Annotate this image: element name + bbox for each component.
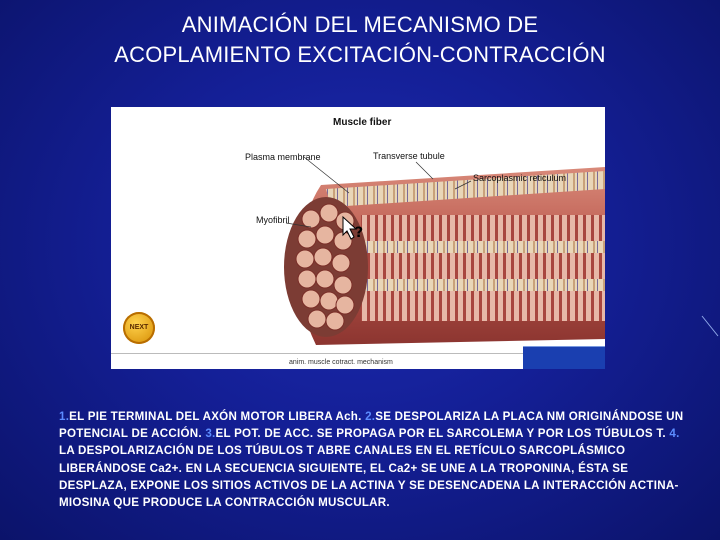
description-paragraph — [59, 408, 689, 511]
player-controls-corner[interactable] — [523, 346, 605, 369]
step-text-2: SE DESPOLARIZA LA PLACA NM ORIGINÁNDOSE UN POTENCIAL DE ACCIÓN. — [59, 410, 684, 441]
step-text-1: EL PIE TERMINAL DEL AXÓN MOTOR LIBERA Ach. — [69, 410, 366, 423]
transverse-tubule-label: Transverse tubule — [373, 151, 445, 161]
slide-title-line-2: ACOPLAMIENTO EXCITACIÓN-CONTRACCIÓN — [114, 42, 606, 67]
slide-title-line-1: ANIMACIÓN DEL MECANISMO DE — [181, 12, 539, 37]
sarcoplasmic-reticulum-label: Sarcoplasmic reticulum — [473, 173, 567, 183]
step-text-3: EL POT. DE ACC. SE PROPAGA POR EL SARCOLEMA Y POR LOS TÚBULOS T. — [215, 427, 670, 441]
step-number-4: 4. — [669, 427, 680, 441]
muscle-fiber-heading: Muscle fiber — [333, 117, 392, 128]
step-text-4: LA DESPOLARIZACIÓN DE LOS TÚBULOS T ABRE CANALES EN EL RETÍCULO SARCOPLÁSMICO LIBERÁNDOSE Ca2+. EN LA SECUENCIA SIGUIENTE, EL Ca2+ SE UNE A LA TROPONINA, ÉSTA SE DESPLAZA, EXPONE LOS SITIOS ACTIVOS DE LA ACTINA Y SE DESENCADENA LA INTERACCIÓN ACTINA-MIOSINA QUE PRODUCE LA CONTRACCIÓN MUSCULAR. — [59, 444, 679, 510]
slide-title — [0, 10, 720, 70]
step-number-2: 2. — [365, 410, 376, 423]
decorative-line — [700, 314, 720, 338]
muscle-fiber-illustration — [111, 107, 605, 369]
plasma-membrane-label: Plasma membrane — [245, 152, 321, 162]
step-number-1: 1. — [59, 410, 70, 423]
animation-caption: anim. muscle cotract. mechanism — [289, 359, 393, 366]
animation-panel[interactable] — [111, 107, 605, 369]
svg-text:?: ? — [355, 225, 364, 241]
next-button[interactable]: NEXT — [123, 312, 155, 344]
myofibril-label: Myofibril — [256, 215, 290, 225]
step-number-3: 3. — [205, 427, 216, 441]
